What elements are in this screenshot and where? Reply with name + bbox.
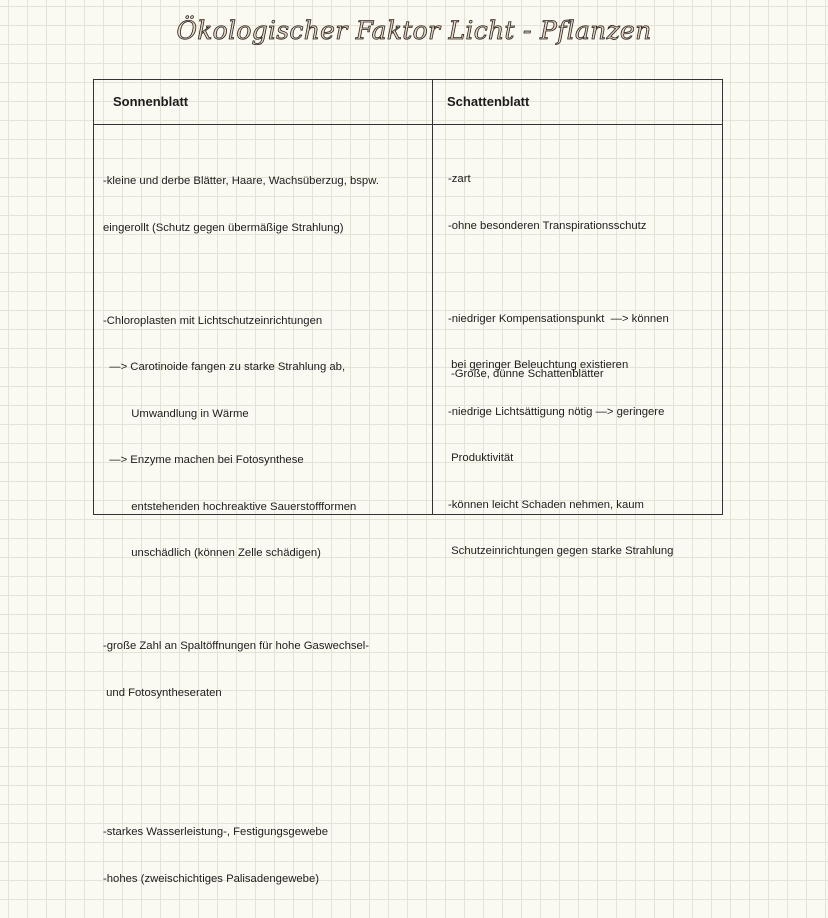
text-line: Schutzeinrichtungen gegen starke Strahlung [448, 545, 674, 557]
text-line: und Fotosyntheseraten [103, 686, 222, 699]
text-line: -zart [448, 173, 471, 185]
text-line: Produktivität [448, 452, 514, 464]
text-gap [103, 593, 379, 609]
column-divider [432, 80, 433, 514]
text-line: -kleine und derbe Blätter, Haare, Wachsüberzug, bspw. [103, 175, 379, 187]
sonnenblatt-content [103, 143, 379, 918]
text-line: unschädlich (können Zelle schädigen) [103, 547, 321, 559]
comparison-table [93, 79, 723, 885]
text-line: -können leicht Schaden nehmen, kaum [448, 498, 644, 511]
text-line: -große Zahl an Spaltöffnungen für hohe Gaswechsel- [103, 640, 370, 652]
text-gap [103, 732, 379, 748]
text-gap [103, 267, 379, 283]
text-line: -hohes (zweischichtiges Palisadengewebe) [103, 872, 320, 885]
header-schattenblatt: Schattenblatt [447, 94, 530, 109]
page-title-text: Ökologischer Faktor Licht - Pflanzen [176, 16, 652, 45]
header-divider [94, 124, 722, 125]
text-line: -Chloroplasten mit Lichtschutzeinrichtungen [103, 314, 323, 327]
schattenblatt-extra: -Große, dünne Schattenblätter [451, 368, 604, 380]
text-line: eingerollt (Schutz gegen übermäßige Strahlung) [103, 221, 344, 234]
page-title [0, 16, 828, 56]
text-gap [103, 779, 379, 795]
header-sonnenblatt: Sonnenblatt [113, 94, 189, 109]
text-line: -niedrige Lichtsättigung nötig —> geringere [448, 405, 665, 418]
text-line: -niedriger Kompensationspunkt —> können [448, 312, 669, 325]
text-line: -starkes Wasserleistung-, Festigungsgewebe [103, 826, 328, 838]
text-line: —> Enzyme machen bei Fotosynthese [103, 454, 304, 466]
text-line: —> Carotinoide fangen zu starke Strahlung ab, [103, 361, 346, 373]
text-gap [448, 265, 673, 281]
text-line: Umwandlung in Wärme [103, 407, 249, 420]
text-line: -ohne besonderen Transpirationsschutz [448, 219, 647, 232]
schattenblatt-content [448, 141, 673, 591]
text-line: bei geringer Beleuchtung existieren [448, 359, 629, 371]
text-line: entstehenden hochreaktive Sauerstoffformen [103, 500, 357, 513]
